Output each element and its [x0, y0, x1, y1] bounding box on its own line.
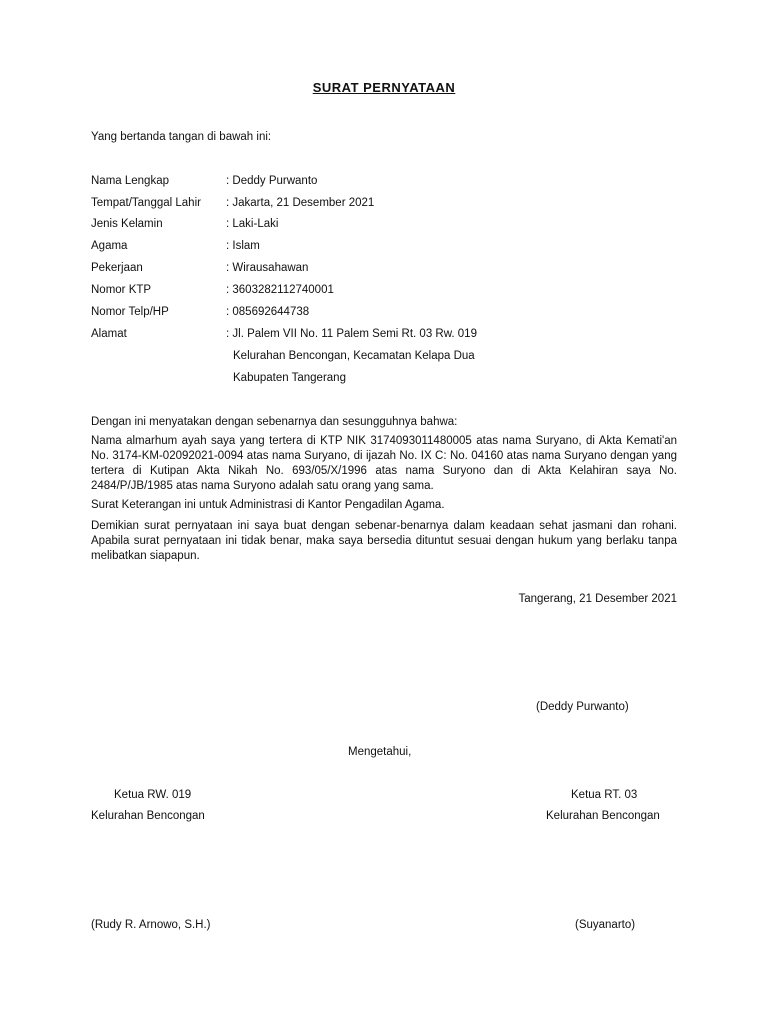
right-sig-role: Ketua RT. 03	[571, 789, 638, 801]
document-title: SURAT PERNYATAAN	[312, 80, 456, 95]
field-value-nama: : Deddy Purwanto	[226, 175, 318, 187]
paragraph-3: Demikian surat pernyataan ini saya buat dengan sebenar-benarnya dalam keadaan sehat jasmani dan rohani. Apabila surat pernyataan ini tidak benar, maka saya bersedia dituntut sesuai dengan hukum yang berlaku tanpa melibatkan siapapun.	[91, 520, 677, 562]
field-value-agama: : Islam	[226, 240, 260, 252]
left-sig-name: (Rudy R. Arnowo, S.H.)	[91, 919, 211, 931]
signer-name: (Deddy Purwanto)	[536, 701, 629, 713]
statement-text: Dengan ini menyatakan dengan sebenarnya dan sesungguhnya bahwa:	[91, 416, 458, 428]
place-date: Tangerang, 21 Desember 2021	[518, 593, 677, 605]
right-sig-name: (Suyanarto)	[575, 919, 636, 931]
field-label-ktp: Nomor KTP	[91, 284, 152, 296]
acknowledged-label: Mengetahui,	[348, 746, 412, 758]
field-value-ktp: : 3603282112740001	[226, 284, 334, 296]
field-label-pekerjaan: Pekerjaan	[91, 262, 143, 274]
field-label-ttl: Tempat/Tanggal Lahir	[91, 197, 201, 209]
intro-text: Yang bertanda tangan di bawah ini:	[91, 131, 272, 143]
right-sig-area: Kelurahan Bencongan	[546, 810, 660, 822]
paragraph-1: Nama almarhum ayah saya yang tertera di KTP NIK 3174093011480005 atas nama Suryano, di Akta Kemati'an No. 3174-KM-02092021-0094 atas nama Suryano, di ijazah No. IX C: No. 04160 atas nama Suryano dengan yang tertera di Kutipan Akta Nikah No. 693/05/X/1996 atas nama Suryono dan di Akta Kelahiran saya No. 2484/P/JB/1985 atas nama Suryono adalah satu orang yang sama.	[91, 435, 677, 492]
address-line-2: Kelurahan Bencongan, Kecamatan Kelapa Dua	[233, 350, 475, 362]
field-value-alamat: : Jl. Palem VII No. 11 Palem Semi Rt. 03 Rw. 019	[226, 328, 477, 340]
paragraph-2: Surat Keterangan ini untuk Administrasi di Kantor Pengadilan Agama.	[91, 499, 445, 511]
field-label-nama: Nama Lengkap	[91, 175, 169, 187]
field-value-pekerjaan: : Wirausahawan	[226, 262, 309, 274]
field-value-telp: : 085692644738	[226, 306, 310, 318]
field-label-agama: Agama	[91, 240, 128, 252]
left-sig-role: Ketua RW. 019	[114, 789, 192, 801]
field-label-alamat: Alamat	[91, 328, 127, 340]
address-line-3: Kabupaten Tangerang	[233, 372, 346, 384]
field-value-ttl: : Jakarta, 21 Desember 2021	[226, 197, 375, 209]
field-label-telp: Nomor Telp/HP	[91, 306, 169, 318]
field-value-jenis-kelamin: : Laki-Laki	[226, 218, 279, 230]
field-label-jenis-kelamin: Jenis Kelamin	[91, 218, 163, 230]
left-sig-area: Kelurahan Bencongan	[91, 810, 205, 822]
